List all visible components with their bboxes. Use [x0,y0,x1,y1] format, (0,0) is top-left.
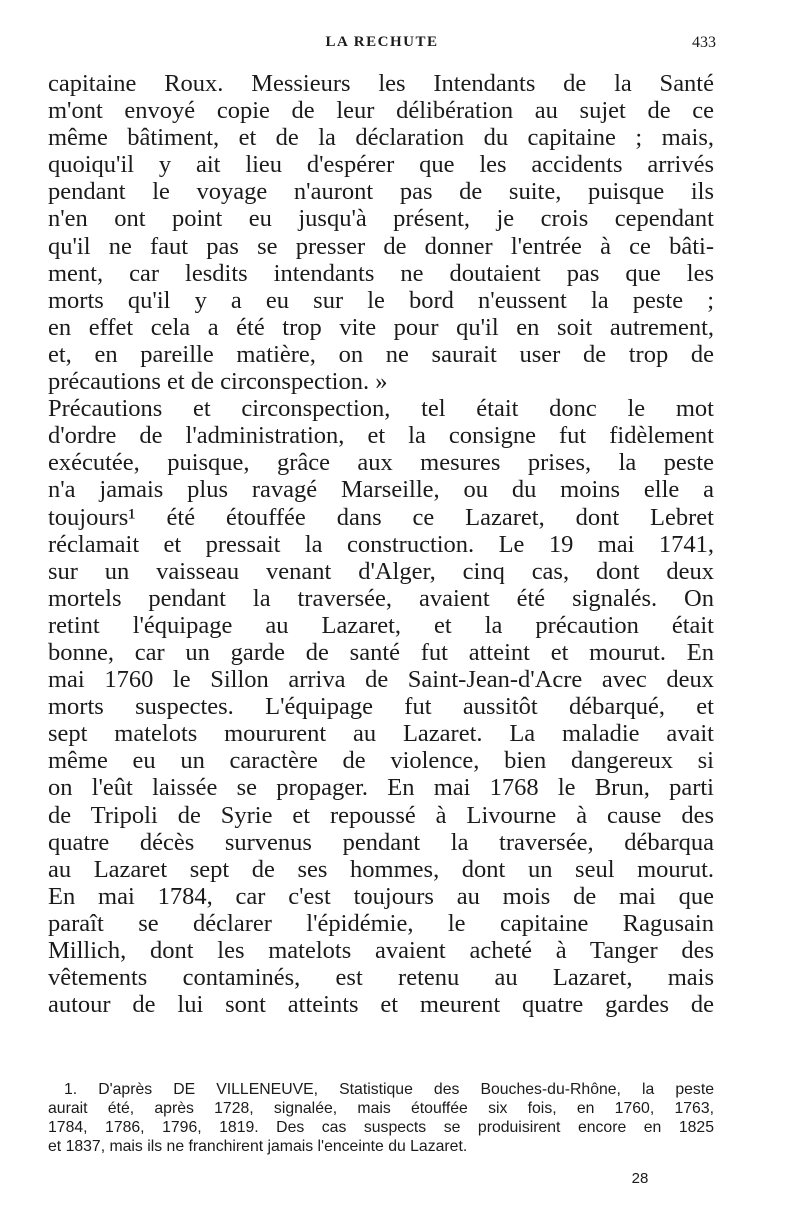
text-line: et, en pareille matière, on ne saurait user de trop de [48,340,714,368]
text-line: paraît se déclarer l'épidémie, le capitaine Ragusain [48,909,714,937]
text-line: morts qu'il y a eu sur le bord n'eussent la peste ; [48,286,714,314]
footnote-line: aurait été, après 1728, signalée, mais étouffée six fois, en 1760, 1763, [48,1100,714,1117]
footnote-line: et 1837, mais ils ne franchirent jamais l'enceinte du Lazaret. [48,1138,468,1155]
text-line: n'a jamais plus ravagé Marseille, ou du moins elle a [48,476,714,504]
page-number: 433 [692,34,716,51]
text-line: quatre décès survenus pendant la traversée, débarqua [48,828,714,856]
running-title: LA RECHUTE [325,34,439,50]
text-line: sur un vaisseau venant d'Alger, cinq cas, dont deux [48,557,714,585]
text-line: précautions et de circonspection. » [48,368,388,396]
text-line: même bâtiment, et de la déclaration du capitaine ; mais, [48,124,714,152]
text-line: vêtements contaminés, est retenu au Lazaret, mais [48,964,714,992]
text-line: quoiqu'il y ait lieu d'espérer que les accidents arrivés [48,151,714,179]
text-line: qu'il ne faut pas se presser de donner l'entrée à ce bâti- [48,232,714,260]
text-line: sept matelots moururent au Lazaret. La maladie avait [48,720,714,748]
text-line: capitaine Roux. Messieurs les Intendants de la Santé [48,70,714,97]
text-line: morts suspectes. L'équipage fut aussitôt débarqué, et [48,693,714,721]
text-line: de Tripoli de Syrie et repoussé à Livourne à cause des [48,801,714,829]
body-text [48,70,714,1018]
text-line: Précautions et circonspection, tel était donc le mot [48,395,714,423]
signature-mark: 28 [631,1170,649,1187]
footnote-line: 1. D'après DE VILLENEUVE, Statistique des Bouches-du-Rhône, la peste [64,1081,714,1098]
text-line: bonne, car un garde de santé fut atteint et mourut. En [48,638,714,666]
text-line: En mai 1784, car c'est toujours au mois de mai que [48,882,714,910]
text-line: mortels pendant la traversée, avaient été signalés. On [48,584,714,612]
text-line: exécutée, puisque, grâce aux mesures prises, la peste [48,449,714,477]
text-line: d'ordre de l'administration, et la consigne fut fidèlement [48,422,714,450]
text-line: au Lazaret sept de ses hommes, dont un seul mourut. [48,855,714,883]
text-line: en effet cela a été trop vite pour qu'il en soit autrement, [48,313,714,341]
text-line: réclamait et pressait la construction. Le 19 mai 1741, [48,530,714,558]
text-line: pendant le voyage n'auront pas de suite, puisque ils [48,178,714,206]
text-line: retint l'équipage au Lazaret, et la précaution était [48,611,714,639]
text-line: mai 1760 le Sillon arriva de Saint-Jean-d'Acre avec deux [48,666,714,694]
page-header [48,34,716,56]
text-line: Millich, dont les matelots avaient acheté à Tanger des [48,937,714,964]
text-line: toujours¹ été étouffée dans ce Lazaret, dont Lebret [48,503,714,531]
footnote-line: 1784, 1786, 1796, 1819. Des cas suspects se produisirent encore en 1825 [48,1119,714,1136]
text-line: m'ont envoyé copie de leur délibération au sujet de ce [48,97,714,125]
footnotes [48,1080,714,1156]
text-line: autour de lui sont atteints et meurent quatre gardes de [48,991,714,1019]
text-line: même eu un caractère de violence, bien dangereux si [48,747,714,775]
text-line: on l'eût laissée se propager. En mai 1768 le Brun, parti [48,774,714,802]
text-line: n'en ont point eu jusqu'à présent, je crois cependant [48,205,714,233]
text-line: ment, car lesdits intendants ne doutaient pas que les [48,259,714,287]
